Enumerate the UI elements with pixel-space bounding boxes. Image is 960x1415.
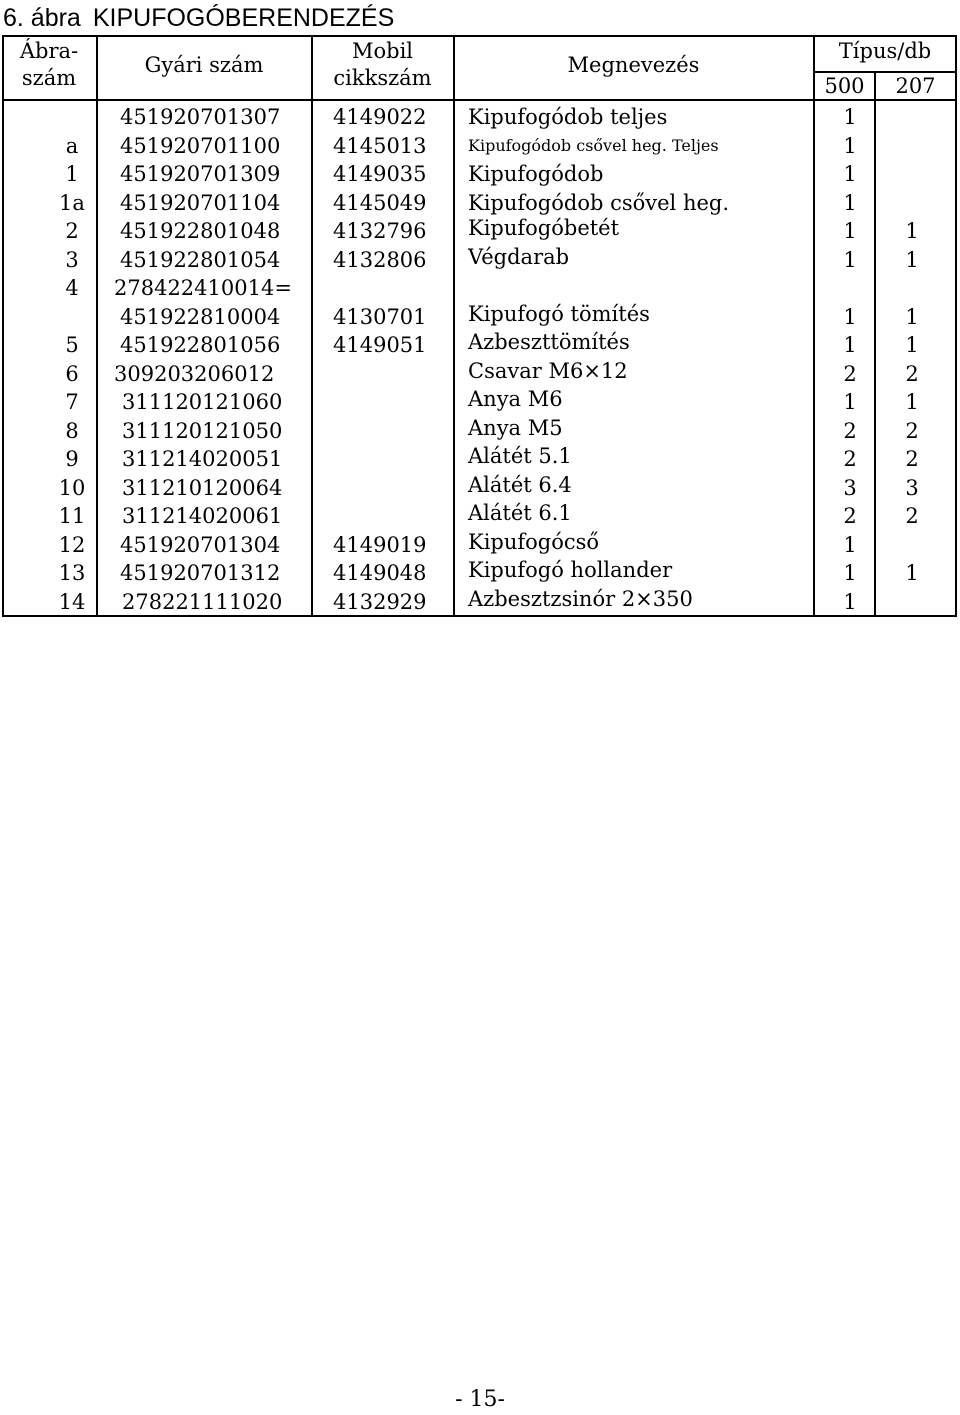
header-type-207: 207 <box>895 74 936 98</box>
table-row: 451922810004 4130701 Kipufogó tömítés 1 1 <box>120 302 919 329</box>
table-row: 6 309203206012 Csavar M6×12 2 2 <box>65 359 919 386</box>
table-row: 1a 451920701104 4145049 Kipufogódob csővel heg. 1 <box>59 191 857 215</box>
table-row: 10 311210120064 Alátét 6.4 3 3 <box>58 473 919 500</box>
figure-name: KIPUFOGÓBERENDEZÉS <box>92 4 395 32</box>
page-title <box>3 2 394 34</box>
table-row: 3 451922801054 4132806 Végdarab 1 1 <box>65 245 919 272</box>
header-megnevezes: Megnevezés <box>567 53 700 77</box>
page-number: - 15- <box>455 1387 505 1412</box>
table-row: 14 278221111020 4132929 Azbesztzsinór 2×350 1 <box>58 587 857 614</box>
header-abra: Ábra- szám <box>19 39 79 90</box>
table-row: 7 311120121060 Anya M6 1 1 <box>65 387 919 414</box>
table-row: 9 311214020051 Alátét 5.1 2 2 <box>65 444 919 471</box>
table-row: 8 311120121050 Anya M5 2 2 <box>65 416 919 443</box>
header-tipus: Típus/db <box>838 39 932 63</box>
table-row: 2 451922801048 4132796 Kipufogóbetét 1 1 <box>65 216 919 243</box>
table-row: 12 451920701304 4149019 Kipufogócső 1 <box>58 530 857 557</box>
header-type-500: 500 <box>824 74 865 98</box>
table-row: 13 451920701312 4149048 Kipufogó hollander 1 1 <box>58 558 919 585</box>
table-row: 451920701307 4149022 Kipufogódob teljes 1 <box>120 105 857 129</box>
table-row: 1 451920701309 4149035 Kipufogódob 1 <box>65 162 857 186</box>
table-row: 4 278422410014= <box>65 276 292 300</box>
figure-number: 6. ábra <box>3 4 81 32</box>
table-row: 5 451922801056 4149051 Azbeszttömítés 1 1 <box>65 330 919 357</box>
header-mobil-cikkszam: Mobil cikkszám <box>333 39 432 90</box>
table-row: a 451920701100 4145013 Kipufogódob csővel heg. Teljes 1 <box>65 134 857 158</box>
header-gyari-szam: Gyári szám <box>144 53 264 77</box>
table-row: 11 311214020061 Alátét 6.1 2 2 <box>58 501 919 528</box>
